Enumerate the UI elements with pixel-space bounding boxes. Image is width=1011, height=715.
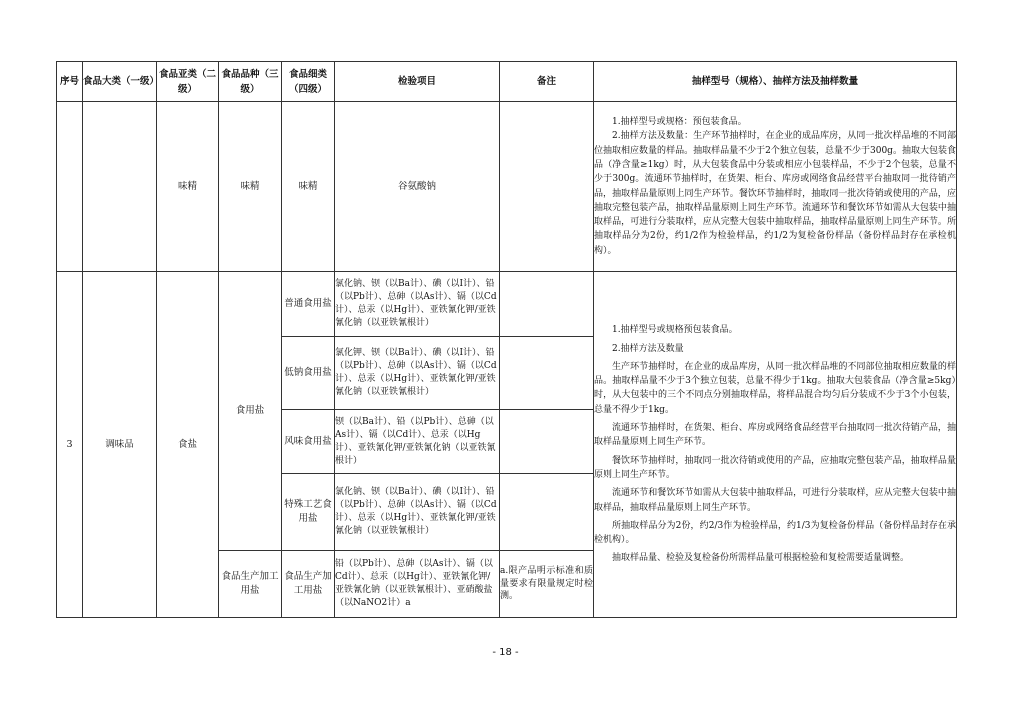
salt-sub-note-3: [500, 410, 594, 474]
salt-method-cell: [594, 272, 957, 618]
header-row: [57, 62, 957, 102]
sampling-table: [56, 61, 957, 618]
salt-sub-note-2: [500, 337, 594, 410]
msg-cat3-cell: 味精: [219, 102, 282, 272]
msg-method-p1: 1.抽样型号或规格：预包装食品。: [612, 117, 747, 128]
salt-sub-items-5: 铅（以Pb计）、总砷（以As计）、镉（以Cd计）、总汞（以Hg计）、亚铁氰化钾/亚铁氰化钠（以亚铁氰根计）、亚硝酸盐（以NaNO2计）a: [335, 551, 500, 618]
msg-seq-cell: [57, 102, 83, 272]
salt-sub-items-4: 氯化钠、钡（以Ba计）、碘（以I计）、铅（以Pb计）、总砷（以As计）、镉（以Cd计）、总汞（以Hg计）、亚铁氰化钾/亚铁氰化钠（以亚铁氰根计）: [335, 474, 500, 551]
msg-method-p2: 2.抽样方法及数量：生产环节抽样时，在企业的成品库房，从同一批次样品堆的不同部位抽取相应数量的样品。抽取样品量不少于2个独立包装，总量不少于300g。抽取大包装食品（净含量≥1kg）时，从大包装食品中分装或相应小包装样品，不少于2个包装，总量不少于300g。流通环节抽样时，在货架、柜台、库房或网络食品经营平台抽取同一批待销产品，抽取样品量原则上同生产环节。餐饮环节抽样时，抽取同一批次待销或使用的产品，应抽取完整包装产品，抽取样品量原则上同生产环节。流通环节和餐饮环节如需从大包装中抽取样品，可进行分装取样，应从完整大包装中抽取样品，抽取样品量原则上同生产环节。所抽取样品分为2份，约1/2作为检验样品，约1/2为复检备份样品（备份样品封存在承检机构）。: [594, 131, 956, 256]
header-cat2: 食品亚类（二级）: [157, 62, 219, 102]
msg-method-cell: [594, 102, 957, 272]
salt-seq-cell: 3: [57, 272, 83, 618]
table-row-msg: [57, 102, 957, 272]
salt-method-p5: 餐饮环节抽样时，抽取同一批次待销或使用的产品，应抽取完整包装产品，抽取样品量原则上同生产环节。: [594, 455, 956, 480]
salt-sub-note-5: a.限产品明示标准和质量要求有限量规定时检测。: [500, 551, 594, 618]
salt-method-p1: 1.抽样型号或规格预包装食品。: [612, 325, 738, 336]
salt-method-p2: 2.抽样方法及数量: [612, 343, 684, 354]
salt-sub-name-2: 低钠食用盐: [282, 337, 335, 410]
table-row: [57, 272, 957, 337]
msg-cat1-cell: [83, 102, 157, 272]
salt-sub-items-3: 钡（以Ba计）、铅（以Pb计）、总砷（以As计）、镉（以Cd计）、总汞（以Hg计）、亚铁氰化钾/亚铁氰化钠（以亚铁氰根计）: [335, 410, 500, 474]
salt-sub-note-1: [500, 272, 594, 337]
salt-cat2-cell: 食盐: [157, 272, 219, 618]
salt-sub-name-5: 食品生产加工用盐: [282, 551, 335, 618]
salt-method-p3: 生产环节抽样时，在企业的成品库房，从同一批次样品堆的不同部位抽取相应数量的样品。抽取样品量不少于3个独立包装，总量不得少于1kg。抽取大包装食品（净含量≥5kg）时，从大包装中的三个不同点分别抽取样品，将样品混合均匀后分装成不少于3个小包装，总量不得少于1kg。: [594, 361, 956, 415]
msg-cat4-cell: 味精: [282, 102, 335, 272]
header-method: 抽样型号（规格）、抽样方法及抽样数量: [594, 62, 957, 102]
salt-method-p4: 流通环节抽样时，在货架、柜台、库房或网络食品经营平台抽取同一批次待销产品，抽取样品量原则上同生产环节。: [594, 423, 956, 448]
salt-sub-name-3: 风味食用盐: [282, 410, 335, 474]
salt-cat1-cell: 调味品: [83, 272, 157, 618]
salt-method-p6: 流通环节和餐饮环节如需从大包装中抽取样品，可进行分装取样，应从完整大包装中抽取样品，抽取样品量原则上同生产环节。: [594, 488, 956, 513]
header-cat1: 食品大类（一级）: [83, 62, 157, 102]
salt-sub-name-4: 特殊工艺食用盐: [282, 474, 335, 551]
salt-sub-items-1: 氯化钠、钡（以Ba计）、碘（以I计）、铅（以Pb计）、总砷（以As计）、镉（以Cd计）、总汞（以Hg计）、亚铁氰化钾/亚铁氰化钠（以亚铁氰根计）: [335, 272, 500, 337]
msg-cat2-cell: 味精: [157, 102, 219, 272]
msg-note-cell: [500, 102, 594, 272]
header-cat4: 食品细类（四级）: [282, 62, 335, 102]
msg-items-cell: 谷氨酸钠: [335, 102, 500, 272]
page-number: - 18 -: [492, 647, 519, 658]
header-seq: 序号: [57, 62, 83, 102]
salt-sub-note-4: [500, 474, 594, 551]
salt-cat3-edible-cell: 食用盐: [219, 272, 282, 551]
header-note: 备注: [500, 62, 594, 102]
salt-sub-items-2: 氯化钾、钡（以Ba计）、碘（以I计）、铅（以Pb计）、总砷（以As计）、镉（以Cd计）、总汞（以Hg计）、亚铁氰化钾/亚铁氰化钠（以亚铁氰根计）: [335, 337, 500, 410]
salt-cat3-processing-cell: 食品生产加工用盐: [219, 551, 282, 618]
salt-sub-name-1: 普通食用盐: [282, 272, 335, 337]
salt-method-p7: 所抽取样品分为2份，约2/3作为检验样品，约1/3为复检备份样品（备份样品封存在承检机构）。: [594, 520, 956, 546]
header-cat3: 食品品种（三级）: [219, 62, 282, 102]
header-items: 检验项目: [335, 62, 500, 102]
salt-method-p8: 抽取样品量、检验及复检备份所需样品量可根据检验和复检需要适量调整。: [612, 553, 910, 564]
